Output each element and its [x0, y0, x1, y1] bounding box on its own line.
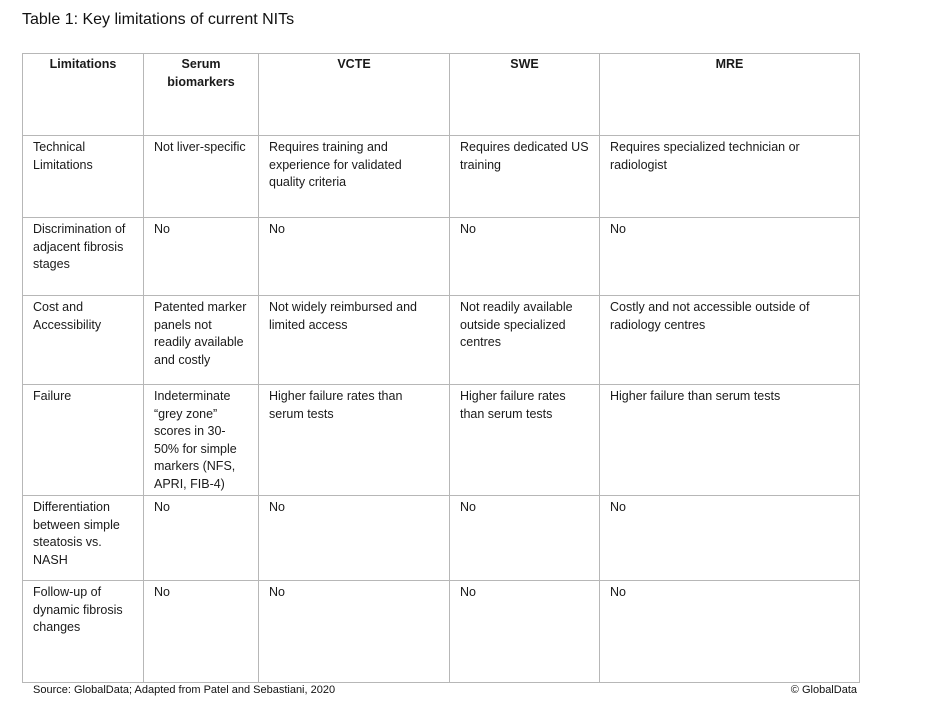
table-cell: Higher failure than serum tests — [600, 385, 860, 496]
limitations-table — [22, 53, 860, 683]
table-cell: Patented marker panels not readily available and costly — [144, 296, 259, 385]
table-cell: No — [600, 218, 860, 296]
table-cell: Requires training and experience for validated quality criteria — [259, 136, 450, 218]
table-cell: Requires dedicated US training — [450, 136, 600, 218]
table-cell: Higher failure rates than serum tests — [259, 385, 450, 496]
row-label: Cost and Accessibility — [23, 296, 144, 385]
table-cell: No — [144, 218, 259, 296]
header-limitations: Limitations — [23, 54, 144, 136]
table-cell: No — [259, 581, 450, 683]
table-header-row — [23, 54, 860, 136]
table-row — [23, 218, 860, 296]
table-row — [23, 136, 860, 218]
table-cell: No — [259, 218, 450, 296]
header-mre: MRE — [600, 54, 860, 136]
table-cell: Requires specialized technician or radiologist — [600, 136, 860, 218]
table-cell: No — [600, 581, 860, 683]
table-cell: No — [144, 496, 259, 581]
row-label: Failure — [23, 385, 144, 496]
header-swe: SWE — [450, 54, 600, 136]
table-cell: Not readily available outside specialized centres — [450, 296, 600, 385]
copyright-note: © GlobalData — [790, 684, 857, 696]
table-cell: Indeterminate “grey zone” scores in 30-50% for simple markers (NFS, APRI, FIB-4) — [144, 385, 259, 496]
table-cell: No — [450, 218, 600, 296]
header-vcte: VCTE — [259, 54, 450, 136]
row-label: Differentiation between simple steatosis vs. NASH — [23, 496, 144, 581]
table-title: Table 1: Key limitations of current NITs — [22, 11, 295, 28]
table-cell: No — [600, 496, 860, 581]
table-cell: No — [450, 581, 600, 683]
table-cell: Costly and not accessible outside of radiology centres — [600, 296, 860, 385]
row-label: Discrimination of adjacent fibrosis stages — [23, 218, 144, 296]
table-row — [23, 581, 860, 683]
table-row — [23, 296, 860, 385]
table-cell: Not widely reimbursed and limited access — [259, 296, 450, 385]
row-label: Follow-up of dynamic fibrosis changes — [23, 581, 144, 683]
table-cell: No — [450, 496, 600, 581]
table-row — [23, 496, 860, 581]
table-cell: No — [144, 581, 259, 683]
header-serum-biomarkers: Serum biomarkers — [144, 54, 259, 136]
table-cell: No — [259, 496, 450, 581]
source-note: Source: GlobalData; Adapted from Patel and Sebastiani, 2020 — [33, 684, 336, 696]
row-label: Technical Limitations — [23, 136, 144, 218]
table-cell: Not liver-specific — [144, 136, 259, 218]
table-row — [23, 385, 860, 496]
table-cell: Higher failure rates than serum tests — [450, 385, 600, 496]
